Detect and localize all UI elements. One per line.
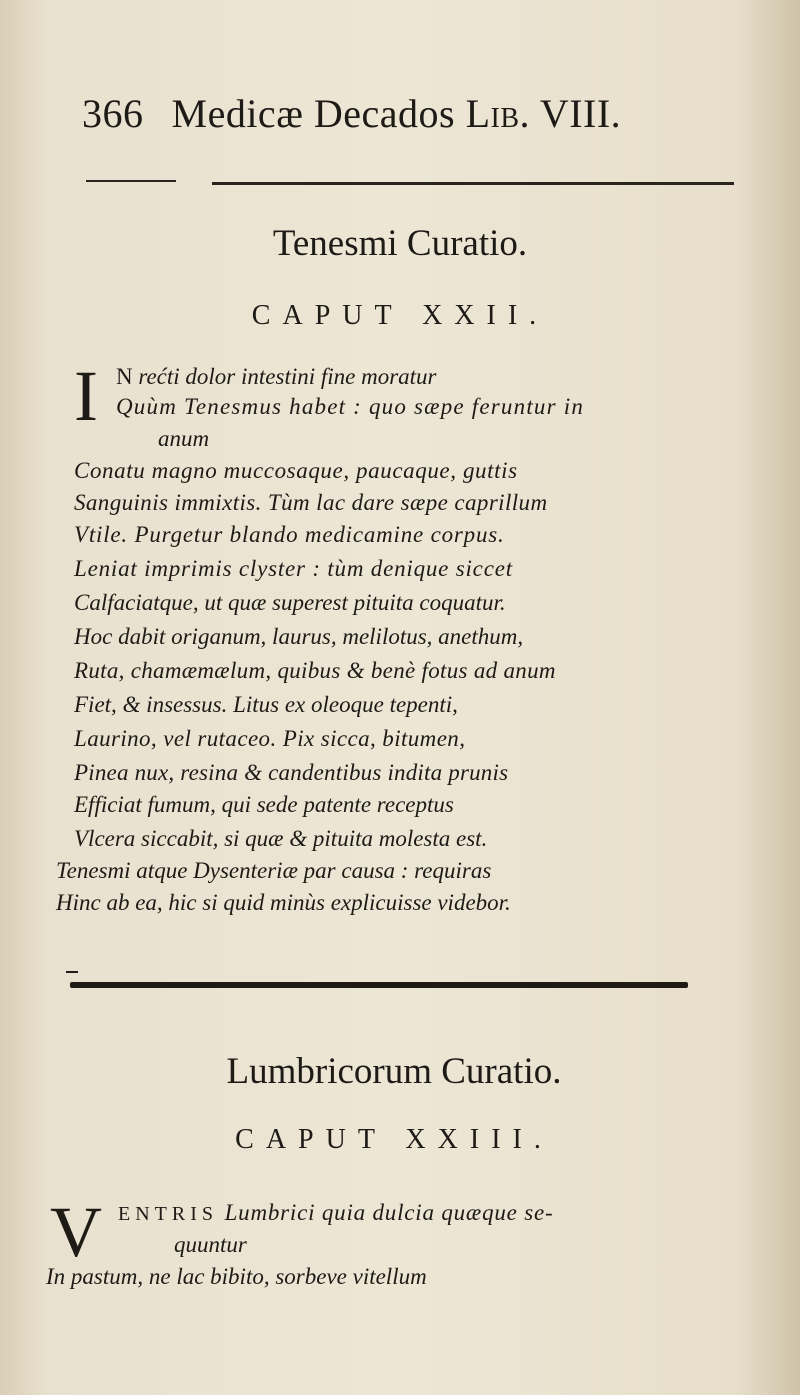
running-title: Medicæ Decados [171,91,456,136]
verse-line: Calfaciatque, ut quæ superest pituita coquatur. [74,590,506,615]
first-word-rest: N [116,364,133,389]
verse-line: In pastum, ne lac bibito, sorbeve vitellum [46,1264,427,1289]
verse-line [116,364,437,390]
running-header [82,90,621,137]
chapter-heading-xxiii: CAPUT XXIII. [235,1124,553,1155]
verse-line: Ruta, chamæmælum, quibus & benè fotus ad anum [74,658,556,683]
verse-line: Efficiat fumum, qui sede patente receptus [74,792,454,817]
section-title-tenesmi: Tenesmi Curatio. [272,223,528,264]
verse-line: Vlcera siccabit, si quæ & pituita molesta est. [74,826,488,851]
verse-line: anum [158,426,210,451]
page-number: 366 [82,91,144,136]
header-rule-short [86,180,176,182]
verse-line: Leniat imprimis clyster : tùm denique siccet [74,556,513,581]
drop-cap-v: V [50,1192,102,1272]
verse-line: quuntur [174,1232,247,1257]
verse-line: Hinc ab ea, hic si quid minùs explicuisse videbor. [56,890,511,915]
verse-line [118,1200,553,1226]
drop-cap-i: I [74,356,98,436]
verse-line: Tenesmi atque Dysenteriæ par causa : requiras [56,858,492,883]
verse-line: Vtile. Purgetur blando medicamine corpus. [74,522,505,547]
first-word-rest: ENTRIS [118,1203,218,1225]
verse-text: rećti dolor intestini fine moratur [138,364,437,389]
book-label: Lib. [465,91,531,136]
verse-line: Sanguinis immixtis. Tùm lac dare sæpe caprillum [74,490,548,515]
verse-line: Pinea nux, resina & candentibus indita prunis [74,760,509,785]
verse-text: Lumbrici quia dulcia quæque se- [224,1200,554,1225]
verse-line: Laurino, vel rutaceo. Pix sicca, bitumen, [74,726,466,751]
book-number: VIII. [539,91,622,136]
section-title-lumbricorum: Lumbricorum Curatio. [226,1051,562,1092]
chapter-heading-xxii: CAPUT XXII. [251,300,549,331]
divider-tick [66,971,78,973]
section-divider [70,982,688,988]
verse-line: Hoc dabit origanum, laurus, melilotus, anethum, [74,624,524,649]
header-rule-long [212,182,734,185]
verse-line: Conatu magno muccosaque, paucaque, guttis [74,458,518,483]
verse-line: Quùm Tenesmus habet : quo sæpe feruntur in [116,394,585,419]
verse-line: Fiet, & insessus. Litus ex oleoque tepenti, [74,692,458,717]
